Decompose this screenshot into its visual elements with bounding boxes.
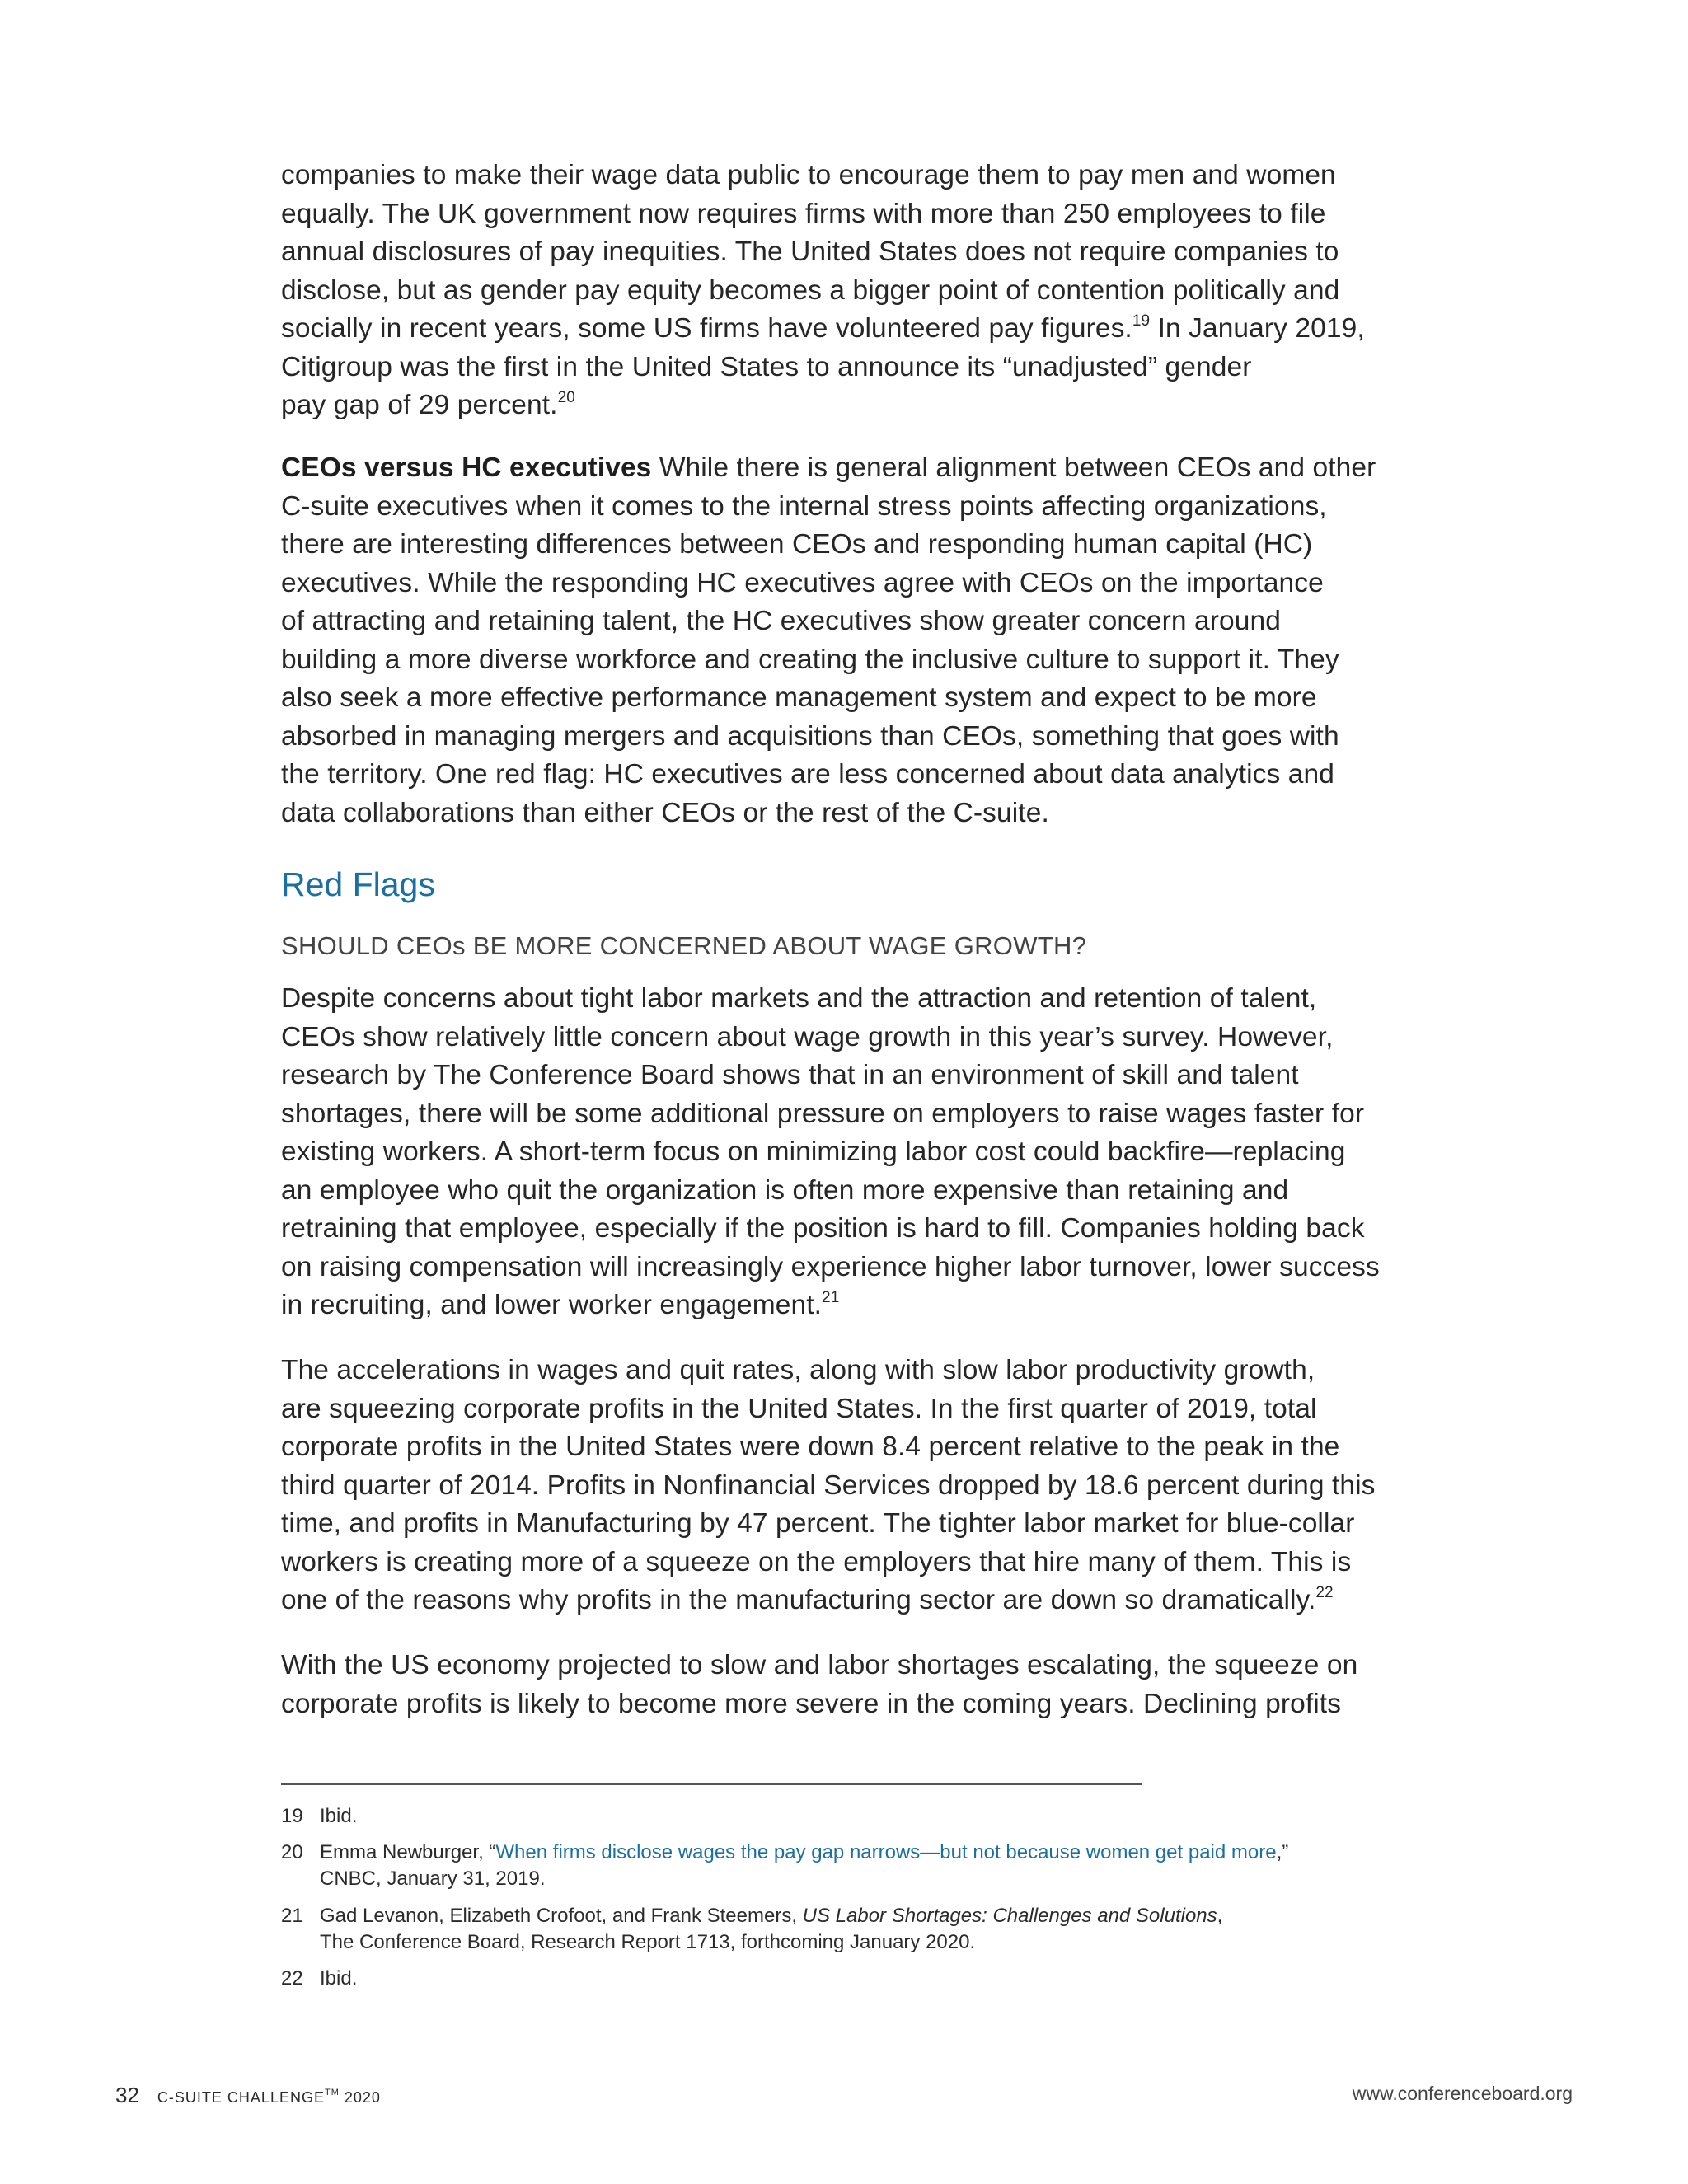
intro-paragraph [281, 157, 1418, 425]
footnote-ref-20[interactable]: 20 [557, 389, 575, 406]
publication-title: C-SUITE CHALLENGE™ 2020 [157, 2088, 381, 2106]
text-line: data collaborations than either CEOs or the rest of the C-suite. [281, 797, 1049, 828]
text-line: existing workers. A short-term focus on minimizing labor cost could backfire—replacing [281, 1137, 1346, 1167]
section-title: Red Flags [281, 865, 435, 903]
footnote-19 [281, 1803, 357, 1830]
text-line: workers is creating more of a squeeze on the employers that hire many of them. This is [281, 1546, 1352, 1577]
footnote-number: 20 [281, 1841, 303, 1863]
text-line: the territory. One red flag: HC executives are less concerned about data analytics and [281, 759, 1334, 790]
text-line: third quarter of 2014. Profits in Nonfinancial Services dropped by 18.6 percent during this [281, 1469, 1376, 1501]
text-line: one of the reasons why profits in the manufacturing sector are down so dramatically.$^{22}$ [281, 1584, 1334, 1615]
text-line: equally. The UK government now requires firms with more than 250 employees to file [281, 198, 1326, 229]
text-line: research by The Conference Board shows that in an environment of skill and talent [281, 1060, 1299, 1090]
text-line: in recruiting, and lower worker engagement.$^{21}$ [281, 1289, 840, 1320]
text-line: The accelerations in wages and quit rates, along with slow labor productivity growth, [281, 1355, 1315, 1385]
page-number: 32 [115, 2083, 139, 2107]
text-line: pay gap of 29 percent.$^{20}$ [281, 389, 575, 420]
text-line: time, and profits in Manufacturing by 47 percent. The tighter labor market for blue-collar [281, 1508, 1355, 1539]
text-line: corporate profits is likely to become more severe in the coming years. Declining profits [281, 1688, 1342, 1719]
report-title: US Labor Shortages: Challenges and Solutions [802, 1905, 1217, 1927]
text-line: also seek a more effective performance management system and expect to be more [281, 682, 1317, 713]
text-line: Despite concerns about tight labor markets and the attraction and retention of talent, [281, 983, 1317, 1014]
text-line: are squeezing corporate profits in the United States. In the first quarter of 2019, total [281, 1393, 1317, 1424]
text-line: With the US economy projected to slow and labor shortages escalating, the squeeze on [281, 1650, 1358, 1680]
text-line: Citigroup was the first in the United States to announce its “unadjusted” gender [281, 351, 1252, 382]
text-line: an employee who quit the organization is often more expensive than retaining and [281, 1174, 1289, 1206]
page-footer-left [115, 2083, 381, 2108]
text-line: C-suite executives when it comes to the internal stress points affecting organizations, [281, 490, 1327, 522]
section-subtitle: SHOULD CEOs BE MORE CONCERNED ABOUT WAGE GROWTH? [281, 931, 1087, 960]
text-line: CEOs versus HC executives While there is general alignment between CEOs and other [281, 452, 1376, 483]
footnote-text: Ibid. [320, 1967, 358, 1990]
text-line: executives. While the responding HC executives agree with CEOs on the importance [281, 567, 1324, 598]
footnote-ref-21[interactable]: 21 [822, 1289, 840, 1306]
footnote-22 [281, 1966, 357, 1992]
text-line: annual disclosures of pay inequities. The United States does not require companies to [281, 237, 1339, 267]
text-line: building a more diverse workforce and creating the inclusive culture to support it. They [281, 644, 1339, 675]
footnote-link[interactable]: When firms disclose wages the pay gap narrows—but not because women get paid more [495, 1841, 1277, 1863]
outlook-paragraph [281, 1647, 1418, 1723]
text-line: shortages, there will be some additional pressure on employers to raise wages faster for [281, 1098, 1365, 1129]
text-line: there are interesting differences between CEOs and responding human capital (HC) [281, 529, 1313, 560]
footnote-21: 21 Gad Levanon, Elizabeth Crofoot, and Frank Steemers, US Labor Shortages: Challenges and Solutions, The Conference Board, Research Report 1713, forthcoming January 2020. [281, 1903, 1222, 1956]
text-line: retraining that employee, especially if the position is hard to fill. Companies holding back [281, 1213, 1365, 1244]
footnote-text: The Conference Board, Research Report 1713, forthcoming January 2020. [320, 1931, 976, 1953]
footer-url[interactable]: www.conferenceboard.org [1352, 2083, 1573, 2104]
text-line: companies to make their wage data public to encourage them to pay men and women [281, 160, 1336, 190]
profits-paragraph [281, 1352, 1418, 1620]
text-line: socially in recent years, some US firms have volunteered pay figures.$^{19}$ In January 2019, [281, 312, 1365, 344]
footnote-20: 20 Emma Newburger, “When firms disclose wages the pay gap narrows—but not because women get paid more,” CNBC, January 31, 2019. [281, 1840, 1288, 1892]
footnote-number: 22 [281, 1967, 303, 1990]
wage-growth-paragraph [281, 980, 1418, 1325]
text-line: on raising compensation will increasingly experience higher labor turnover, lower success [281, 1251, 1380, 1282]
text-line: disclose, but as gender pay equity becomes a bigger point of contention politically and [281, 274, 1340, 306]
footnote-number: 19 [281, 1805, 303, 1827]
footnote-ref-22[interactable]: 22 [1315, 1584, 1334, 1601]
ceos-vs-hc-paragraph [281, 449, 1418, 832]
text-line: CEOs show relatively little concern about wage growth in this year’s survey. However, [281, 1021, 1334, 1052]
text-line: corporate profits in the United States were down 8.4 percent relative to the peak in the [281, 1432, 1340, 1462]
paragraph-lead: CEOs versus HC executives [281, 452, 652, 483]
footnote-ref-19[interactable]: 19 [1132, 312, 1151, 330]
text-line: of attracting and retaining talent, the HC executives show greater concern around [281, 606, 1281, 636]
footnote-number: 21 [281, 1905, 303, 1927]
footnote-text: CNBC, January 31, 2019. [320, 1868, 546, 1890]
footnote-text: Ibid. [320, 1805, 358, 1827]
footnote-divider [281, 1783, 1142, 1785]
text-line: absorbed in managing mergers and acquisitions than CEOs, something that goes with [281, 720, 1339, 752]
